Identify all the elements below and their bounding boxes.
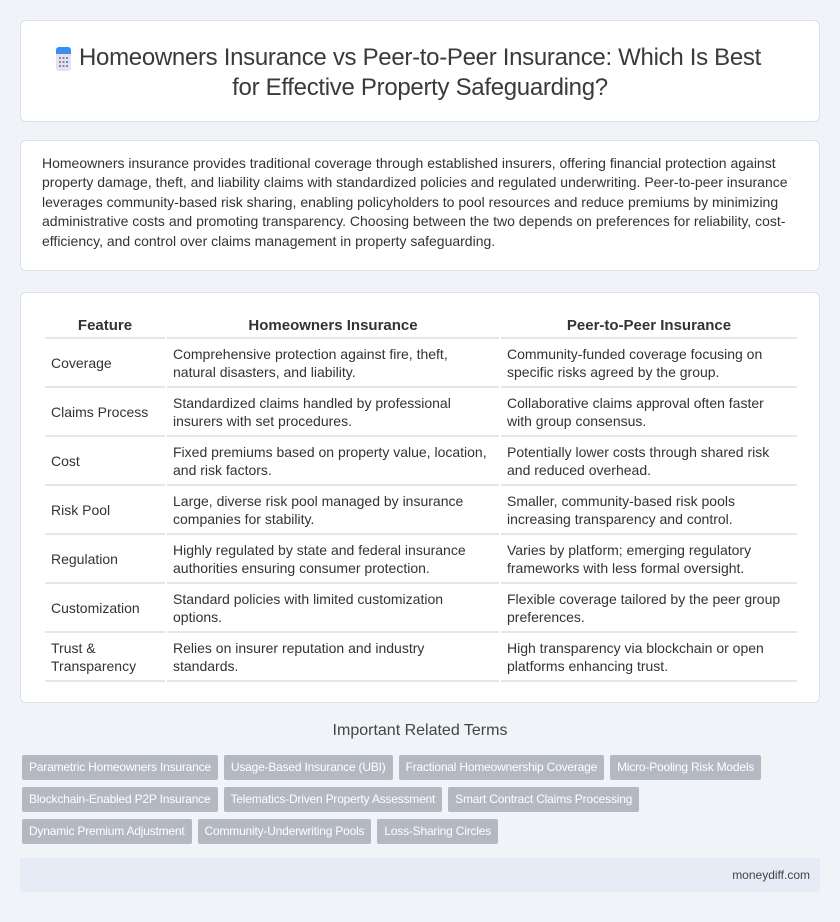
- table-row: [45, 535, 797, 584]
- table-row: [45, 633, 797, 682]
- footer: [20, 858, 820, 892]
- term-chip[interactable]: Loss-Sharing Circles: [377, 819, 498, 844]
- term-chip[interactable]: Dynamic Premium Adjustment: [22, 819, 192, 844]
- comparison-table: [43, 315, 799, 682]
- term-row: [22, 787, 812, 812]
- homeowners-cell: Standard policies with limited customization options.: [167, 584, 499, 633]
- term-chip[interactable]: Parametric Homeowners Insurance: [22, 755, 218, 780]
- page-title-line1: Homeowners Insurance vs Peer-to-Peer Insurance: Which Is Best: [79, 44, 761, 71]
- homeowners-cell: Comprehensive protection against fire, theft, natural disasters, and liability.: [167, 339, 499, 388]
- feature-cell: Regulation: [45, 535, 165, 584]
- table-row: [45, 584, 797, 633]
- table-row: [45, 339, 797, 388]
- term-chip[interactable]: Blockchain-Enabled P2P Insurance: [22, 787, 218, 812]
- header-p2p: Peer-to-Peer Insurance: [501, 315, 797, 339]
- table-header-row: [45, 315, 797, 339]
- homeowners-cell: Large, diverse risk pool managed by insurance companies for stability.: [167, 486, 499, 535]
- homeowners-cell: Fixed premiums based on property value, location, and risk factors.: [167, 437, 499, 486]
- table-row: [45, 486, 797, 535]
- header-homeowners: Homeowners Insurance: [167, 315, 499, 339]
- title-wrap: [21, 43, 819, 103]
- term-row: [22, 755, 812, 780]
- feature-cell: Customization: [45, 584, 165, 633]
- p2p-cell: Potentially lower costs through shared risk and reduced overhead.: [501, 437, 797, 486]
- related-terms-list: [22, 755, 812, 851]
- term-chip[interactable]: Usage-Based Insurance (UBI): [224, 755, 393, 780]
- homeowners-cell: Highly regulated by state and federal insurance authorities ensuring consumer protection.: [167, 535, 499, 584]
- comparison-table-card: [20, 292, 820, 703]
- feature-cell: Coverage: [45, 339, 165, 388]
- p2p-cell: Collaborative claims approval often faster with group consensus.: [501, 388, 797, 437]
- footer-site-link[interactable]: moneydiff.com: [732, 868, 810, 882]
- page-title-line2: for Effective Property Safeguarding?: [232, 74, 608, 101]
- term-chip[interactable]: Smart Contract Claims Processing: [448, 787, 639, 812]
- term-chip[interactable]: Fractional Homeownership Coverage: [399, 755, 605, 780]
- related-terms-heading: Important Related Terms: [332, 722, 508, 739]
- p2p-cell: Community-funded coverage focusing on specific risks agreed by the group.: [501, 339, 797, 388]
- p2p-cell: Smaller, community-based risk pools increasing transparency and control.: [501, 486, 797, 535]
- header-card: [20, 20, 820, 122]
- term-chip[interactable]: Community-Underwriting Pools: [198, 819, 372, 844]
- feature-cell: Claims Process: [45, 388, 165, 437]
- term-row: [22, 819, 812, 844]
- homeowners-cell: Standardized claims handled by professional insurers with set procedures.: [167, 388, 499, 437]
- feature-cell: Trust & Transparency: [45, 633, 165, 682]
- page-title: [21, 43, 819, 103]
- p2p-cell: Flexible coverage tailored by the peer group preferences.: [501, 584, 797, 633]
- intro-paragraph: Homeowners insurance provides traditional coverage through established insurers, offering financial protection against property damage, theft, and liability claims with standardized policies and regulated underwriting. Peer-to-peer insurance leverages community-based risk sharing, enabling policyholders to pool resources and reduce premiums by minimizing administrative costs and promoting transparency. Choosing between the two depends on preferences for reliability, cost-efficiency, and control over claims management in property safeguarding.: [42, 155, 788, 249]
- term-chip[interactable]: Micro-Pooling Risk Models: [610, 755, 761, 780]
- feature-cell: Risk Pool: [45, 486, 165, 535]
- feature-cell: Cost: [45, 437, 165, 486]
- homeowners-cell: Relies on insurer reputation and industry standards.: [167, 633, 499, 682]
- header-feature: Feature: [45, 315, 165, 339]
- term-chip[interactable]: Telematics-Driven Property Assessment: [224, 787, 443, 812]
- table-row: [45, 388, 797, 437]
- p2p-cell: Varies by platform; emerging regulatory frameworks with less formal oversight.: [501, 535, 797, 584]
- p2p-cell: High transparency via blockchain or open platforms enhancing trust.: [501, 633, 797, 682]
- intro-card: [20, 140, 820, 271]
- table-row: [45, 437, 797, 486]
